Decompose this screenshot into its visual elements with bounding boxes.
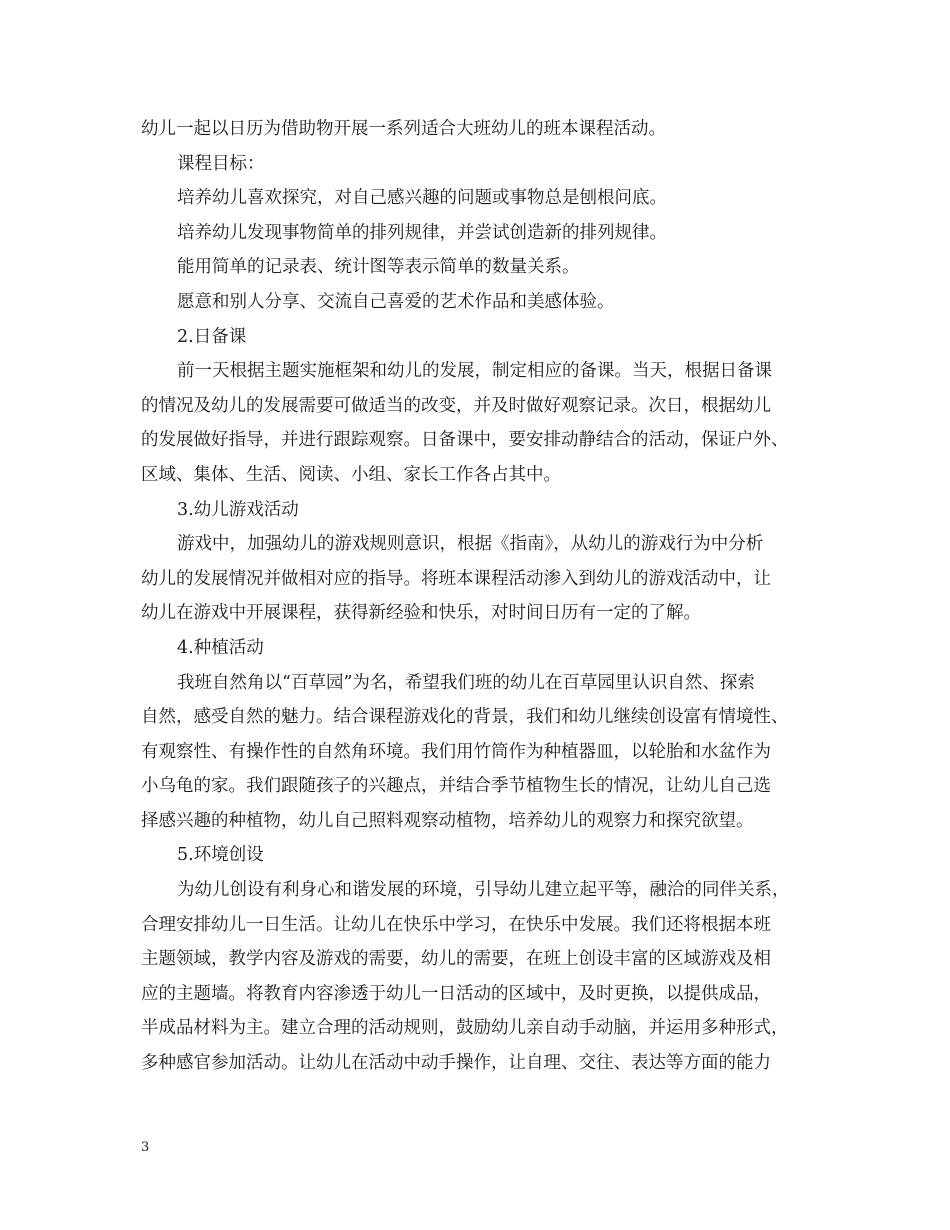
text-line: 多种感官参加活动。让幼儿在活动中动手操作，让自理、交往、表达等方面的能力 <box>141 1053 771 1074</box>
text-line: 幼儿在游戏中开展课程，获得新经验和快乐，对时间日历有一定的了解。 <box>141 603 701 624</box>
text-line: 有观察性、有操作性的自然角环境。我们用竹筒作为种植器皿，以轮胎和水盆作为 <box>141 741 771 762</box>
text-line: 培养幼儿发现事物简单的排列规律，并尝试创造新的排列规律。 <box>177 222 667 243</box>
text-line: 小乌龟的家。我们跟随孩子的兴趣点，并结合季节植物生长的情况，让幼儿自己选 <box>141 776 771 797</box>
text-line: 愿意和别人分享、交流自己喜爱的艺术作品和美感体验。 <box>177 291 615 312</box>
text-line: 5.环境创设 <box>177 845 264 866</box>
text-line: 主题领域，教学内容及游戏的需要，幼儿的需要，在班上创设丰富的区域游戏及相 <box>141 949 771 970</box>
text-line: 3.幼儿游戏活动 <box>177 499 299 520</box>
text-line: 的发展做好指导，并进行跟踪观察。日备课中，要安排动静结合的活动，保证户外、 <box>141 430 789 451</box>
document-body <box>141 112 821 1081</box>
text-line: 区域、集体、生活、阅读、小组、家长工作各占其中。 <box>141 464 561 485</box>
text-line: 2.日备课 <box>177 326 247 347</box>
text-line: 4.种植活动 <box>177 637 264 658</box>
text-line: 培养幼儿喜欢探究，对自己感兴趣的问题或事物总是刨根问底。 <box>177 188 667 209</box>
text-line: 应的主题墙。将教育内容渗透于幼儿一日活动的区域中，及时更换，以提供成品， <box>141 983 771 1004</box>
page-number: 3 <box>141 1140 150 1155</box>
text-line: 前一天根据主题实施框架和幼儿的发展，制定相应的备课。当天，根据日备课 <box>177 361 772 382</box>
text-line: 幼儿一起以日历为借助物开展一系列适合大班幼儿的班本课程活动。 <box>141 119 666 139</box>
text-line: 的情况及幼儿的发展需要可做适当的改变，并及时做好观察记录。次日，根据幼儿 <box>141 395 771 416</box>
text-line: 能用简单的记录表、统计图等表示简单的数量关系。 <box>177 257 580 278</box>
text-line: 幼儿的发展情况并做相对应的指导。将班本课程活动渗入到幼儿的游戏活动中，让 <box>141 568 771 589</box>
text-line: 为幼儿创设有利身心和谐发展的环境，引导幼儿建立起平等，融洽的同伴关系， <box>177 880 790 901</box>
text-line: 课程目标： <box>177 153 265 174</box>
text-line: 游戏中，加强幼儿的游戏规则意识，根据《指南》，从幼儿的游戏行为中分析 <box>177 534 764 555</box>
text-line: 我班自然角以“百草园”为名，希望我们班的幼儿在百草园里认识自然、探索 <box>177 672 755 693</box>
text-line: 择感兴趣的种植物，幼儿自己照料观察动植物，培养幼儿的观察力和探究欲望。 <box>141 810 754 831</box>
text-line: 自然，感受自然的魅力。结合课程游戏化的背景，我们和幼儿继续创设富有情境性、 <box>141 707 789 728</box>
text-line: 合理安排幼儿一日生活。让幼儿在快乐中学习，在快乐中发展。我们还将根据本班 <box>141 914 771 935</box>
text-line: 半成品材料为主。建立合理的活动规则，鼓励幼儿亲自动手动脑，并运用多种形式， <box>141 1018 789 1039</box>
